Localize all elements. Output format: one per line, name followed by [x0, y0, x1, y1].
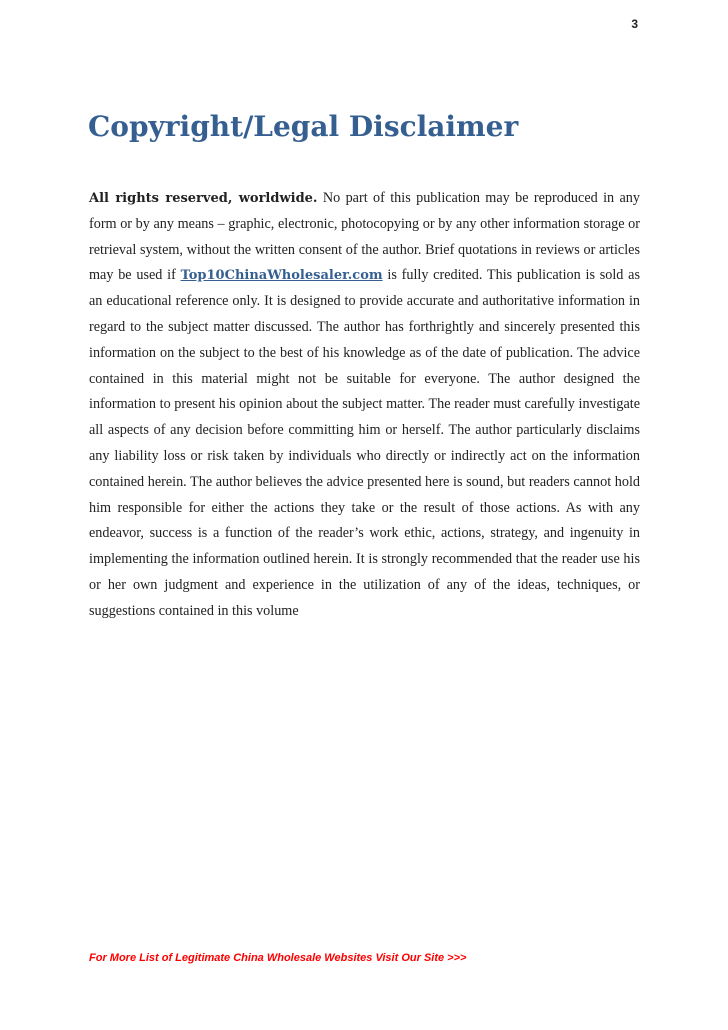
footer-site-link[interactable]: For More List of Legitimate China Wholesale Websites Visit Our Site >>>	[89, 952, 467, 964]
disclaimer-text-part-2: is fully credited. This publication is sold as an educational reference only. It is designed to provide accurate and authoritative information in regard to the subject matter discussed. The author has forthrightly and sincerely presented this information on the subject to the best of his knowledge as of the date of publication. The advice contained in this material might not be suitable for everyone. The author designed the information to present his opinion about the subject matter. The reader must carefully investigate all aspects of any decision before committing him or herself. The author particularly disclaims any liability loss or risk taken by individuals who directly or indirectly act on the information contained herein. The author believes the advice presented here is sound, but readers cannot hold him responsible for either the actions they take or the result of those actions. As with any endeavor, success is a function of the reader’s work ethic, actions, strategy, and ingenuity in implementing the information outlined herein. It is strongly recommended that the reader use his or her own judgment and experience in the utilization of any of the ideas, techniques, or suggestions contained in this volume	[89, 267, 640, 619]
rights-reserved-lead: All rights reserved, worldwide.	[89, 191, 318, 206]
disclaimer-text-part-1: No part of this publication may be reproduced in any form or by any means – graphic, electronic, photocopying or by any other information storage or retrieval system, without the written consent of the author. Brief quotations in reviews or articles may be used if	[89, 190, 640, 284]
page-title: Copyright/Legal Disclaimer	[88, 110, 519, 143]
site-link[interactable]: Top10ChinaWholesaler.com	[180, 268, 383, 284]
page-number: 3	[631, 17, 638, 31]
disclaimer-paragraph	[89, 186, 640, 625]
